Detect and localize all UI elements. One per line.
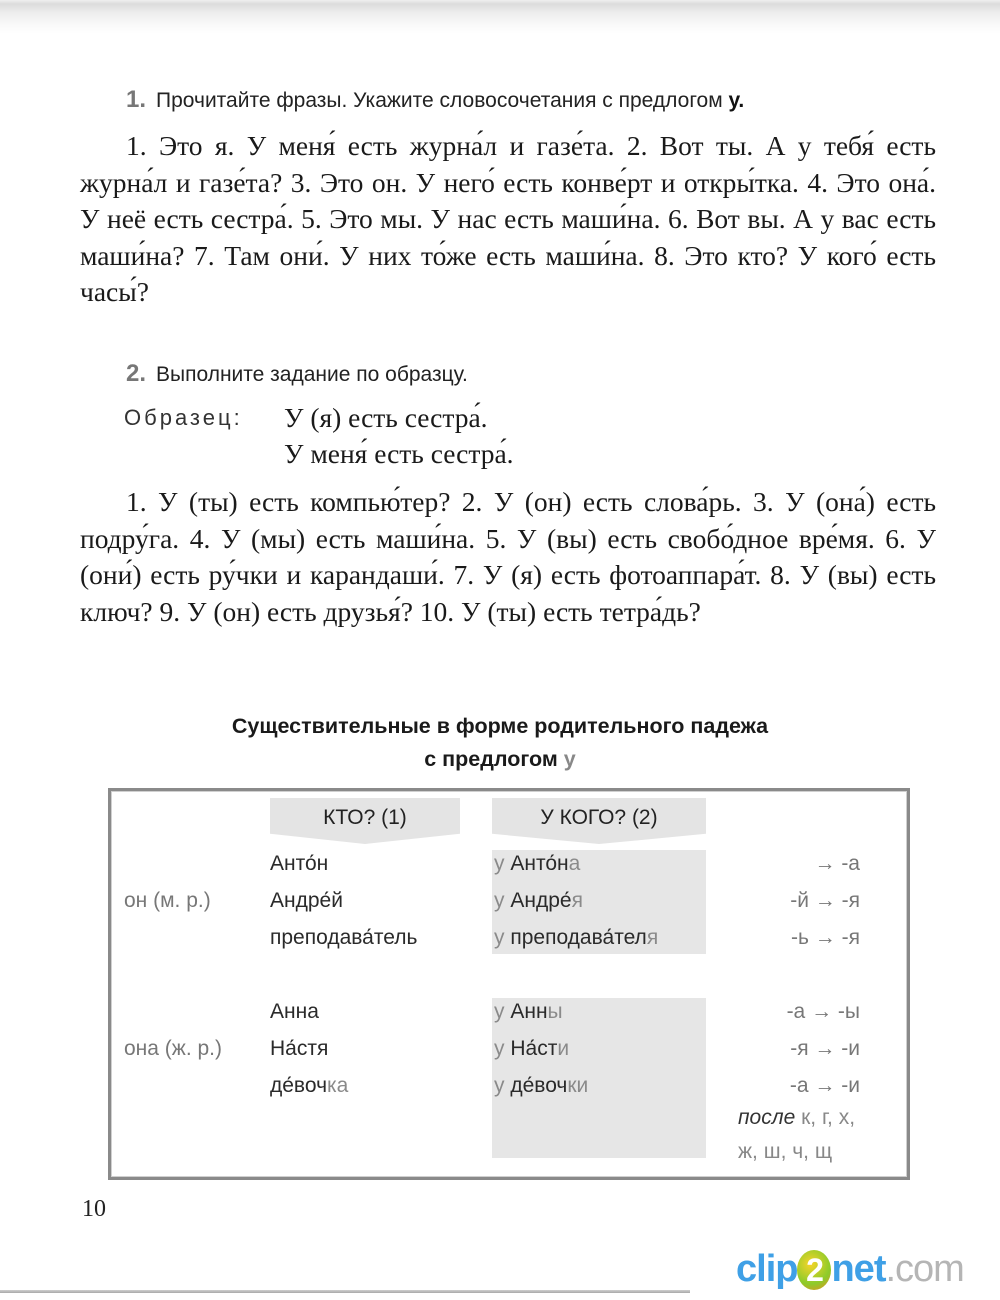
sample-label: Образец: <box>124 405 243 430</box>
task-2-number: 2. <box>126 360 147 387</box>
genitive-stem: Анто́н <box>510 852 569 875</box>
page-number: 10 <box>82 1196 106 1222</box>
table-title-line-2 <box>150 743 850 776</box>
genitive-preposition: у <box>494 889 505 912</box>
nominative-stem: Андре́й <box>270 889 343 912</box>
genitive-ending: и <box>557 1037 570 1060</box>
gender-label-masculine: он (м. р.) <box>124 889 211 912</box>
sample-line-1: У (я) есть сестра́. <box>284 402 488 433</box>
task-1-instruction: Прочитайте фразы. Укажите словосочетания с предлогом <box>156 89 723 112</box>
genitive-phrase <box>494 1074 588 1098</box>
nominative-stem: преподава́тель <box>270 926 418 949</box>
genitive-preposition: у <box>494 926 505 949</box>
table-title <box>150 710 850 776</box>
watermark-net: net <box>831 1248 886 1290</box>
nominative-word <box>270 852 328 876</box>
ending-rule: -а → -ы <box>786 1000 860 1023</box>
nominative-word <box>270 1000 319 1024</box>
genitive-ending: ы <box>547 1000 563 1023</box>
task-2-text <box>80 484 936 630</box>
genitive-ending: а <box>568 852 581 875</box>
genitive-preposition: у <box>494 1037 505 1060</box>
note-italic: после <box>738 1106 796 1129</box>
nominative-ending: ка <box>327 1074 349 1097</box>
nominative-stem: На́стя <box>270 1037 329 1060</box>
task-2-instruction: Выполните задание по образцу. <box>156 363 468 386</box>
clip2net-watermark <box>736 1248 964 1291</box>
sample-line-2: У меня́ есть сестра́. <box>284 438 514 469</box>
genitive-phrase <box>494 1037 569 1061</box>
genitive-ending: ки <box>567 1074 589 1097</box>
genitive-stem: На́ст <box>510 1037 558 1060</box>
task-2-heading <box>126 360 468 388</box>
genitive-phrase <box>494 1000 563 1024</box>
nominative-word <box>270 889 343 913</box>
viewer-top-shadow <box>0 0 1000 34</box>
ending-rule: -й → -я <box>790 889 860 912</box>
genitive-phrase <box>494 889 583 913</box>
nominative-word <box>270 1037 328 1061</box>
task-1-body: 1. Это я. У меня́ есть журна́л и газе́та. 2. Вот ты. А у тебя́ есть журна́л и газе́та? 3. Это он. У него́ есть конве́рт и откры́тка. 4. Это она́. У неё есть сестра́. 5. Это мы. У нас есть маши́на. 6. Вот вы. А у вас есть маши́на? 7. Там они́. У них то́же есть маши́на. 8. Это кто? У кого́ есть часы́? <box>80 130 936 307</box>
nominative-stem: Анто́н <box>270 852 329 875</box>
note-line-2: ж, ш, ч, щ <box>738 1140 833 1163</box>
bottom-divider <box>0 1290 690 1293</box>
genitive-ending: я <box>571 889 583 912</box>
genitive-preposition: у <box>494 1074 505 1097</box>
table-title-line-1: Существительные в форме родительного падежа <box>231 714 769 738</box>
ending-rule: -а → -и <box>789 1074 860 1097</box>
genitive-preposition: у <box>494 852 505 875</box>
genitive-stem: де́воч <box>510 1074 568 1097</box>
watermark-domain: .com <box>885 1248 964 1290</box>
task-1-instruction-bold: у. <box>728 89 745 112</box>
task-2-body: 1. У (ты) есть компью́тер? 2. У (он) есть слова́рь. 3. У (она́) есть подру́га. 4. У (мы) есть маши́на. 5. У (вы) есть свобо́дное вре́мя. 6. У (они́) есть ру́чки и карандаши́. 7. У (я) есть фотоаппара́т. 8. У (вы) есть ключ? 9. У (он) есть друзья́? 10. У (ты) есть тетра́дь? <box>80 486 936 627</box>
genitive-preposition: у <box>494 1000 505 1023</box>
genitive-phrase <box>494 852 580 876</box>
ending-rule: -ь → -я <box>791 926 860 949</box>
genitive-stem: Андре́ <box>510 889 572 912</box>
note-consonants-1: к, г, х, <box>801 1106 856 1129</box>
genitive-phrase <box>494 926 658 950</box>
task-1-number: 1. <box>126 86 147 113</box>
gender-label-feminine: она (ж. р.) <box>124 1037 223 1060</box>
nominative-stem: Анна <box>270 1000 319 1023</box>
table-title-preposition: у <box>563 747 576 771</box>
watermark-clip: clip <box>736 1248 798 1290</box>
ending-rule: -я → -и <box>790 1037 860 1060</box>
table-title-text: с предлогом <box>424 747 558 771</box>
nominative-word <box>270 1074 348 1098</box>
genitive-stem: Анн <box>510 1000 548 1023</box>
header-kto: КТО? (1) <box>270 798 460 832</box>
genitive-stem: преподава́тел <box>510 926 647 949</box>
nominative-word <box>270 926 417 950</box>
task-1-heading <box>126 86 744 114</box>
watermark-2-icon: 2 <box>797 1250 831 1290</box>
note-line-1 <box>738 1106 855 1130</box>
ending-rule: → -а <box>814 852 860 875</box>
nominative-stem: де́воч <box>270 1074 328 1097</box>
genitive-ending: я <box>646 926 659 949</box>
header-u-kogo: У КОГО? (2) <box>492 798 706 832</box>
task-1-text <box>80 128 936 311</box>
